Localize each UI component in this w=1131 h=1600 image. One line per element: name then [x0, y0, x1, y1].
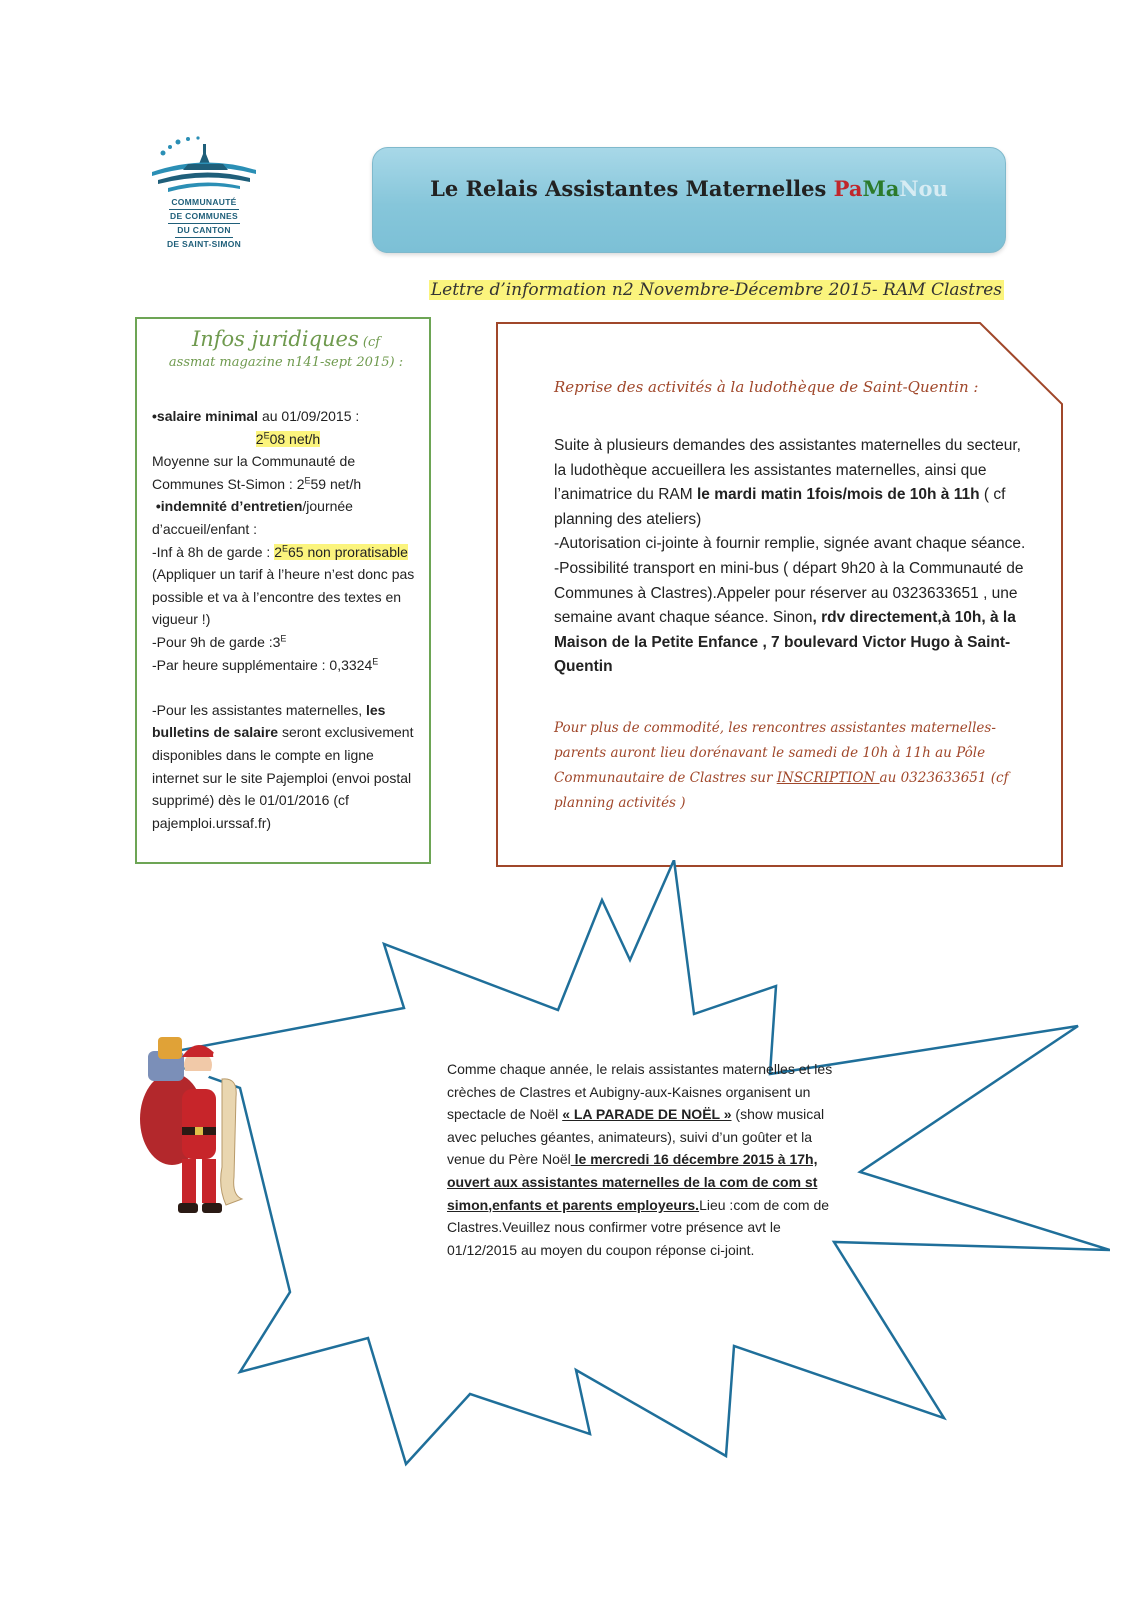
logo-line: DE SAINT-SIMON: [166, 239, 242, 249]
ludo-p1-a: Suite à plusieurs demandes des assistantes maternelles du secteur, la ludothèque accueillera les assistantes maternelles, ainsi que l’animatrice du RAM: [554, 437, 1021, 504]
maintenance-label: •indemnité d’entretien: [155, 498, 303, 515]
christmas-paragraph: [447, 1058, 837, 1261]
nine-hours-line: [152, 631, 424, 654]
average-b: 59 net/h: [310, 475, 362, 492]
salary-value: [152, 428, 424, 451]
maintenance-rest: /journée d’accueil/enfant :: [152, 498, 353, 537]
inf8-line: [152, 541, 424, 631]
legal-heading-ref2: assmat magazine n141-sept 2015) :: [168, 355, 404, 370]
average-line: [152, 450, 424, 495]
title-nou: Nou: [899, 176, 948, 201]
title-pa: Pa: [833, 176, 863, 201]
salary-label: •salaire minimal: [152, 408, 259, 424]
noel-t1: Comme chaque année, le relais assistantes maternelles et les crèches de Clastres et Aubigny-aux-Kaisnes organisent un spectacle de Noël: [447, 1061, 833, 1123]
logo-line: DU CANTON: [175, 224, 233, 238]
average-a: Moyenne sur la Communauté de Communes St-Simon : 2: [152, 453, 356, 492]
title-ma: Ma: [862, 176, 900, 201]
inf8-rest: (Appliquer un tarif à l’heure n’est donc pas possible et va à l’encontre des textes en vigueur !): [152, 566, 415, 628]
ludo-p3-a: -Possibilité transport en mini-bus ( départ 9h20 à la Communauté de Communes à Clastres).Appeler pour réserver au 0323633651 , une semaine avant chaque séance. Sinon: [554, 559, 1024, 627]
noel-date: le mercredi 16 décembre 2015 à 17h, ouvert aux assistantes maternelles de la com de com st simon,enfants et parents employeurs.: [447, 1151, 818, 1213]
community-logo: [148, 136, 260, 252]
logo-line: DE COMMUNES: [168, 210, 240, 224]
extra-hour-sup: E: [372, 655, 379, 666]
extra-hour-line: [152, 654, 424, 677]
payslip-paragraph: [152, 699, 424, 835]
inf8-hl-sup: E: [282, 542, 289, 553]
ludotheque-p3: [554, 557, 1034, 680]
santa-claus-icon: [138, 1027, 256, 1251]
ludotheque-footnote: [554, 716, 1034, 816]
spacer: [152, 676, 424, 699]
inf8-hl-a: 2: [274, 543, 282, 560]
ludo-p1-bold: le mardi matin 1fois/mois de 10h à 11h: [697, 486, 980, 504]
salary-line: [152, 405, 424, 428]
page-title: [373, 176, 1005, 201]
ludo-p3-bold: , rdv directement,à 10h, à la Maison de la Petite Enfance , 7 boulevard Victor Hugo à Saint-Quentin: [554, 609, 1016, 676]
maintenance-line: [152, 495, 424, 540]
legal-heading-ref: (cf: [358, 335, 381, 350]
ludo-p1-rest: ( cf planning des ateliers): [554, 486, 1006, 528]
ludotheque-box: [496, 322, 1084, 868]
ludo-foot-rest: au 0323633651 (cf planning activités ): [554, 770, 1009, 811]
legal-info-body: [152, 405, 424, 834]
noel-t3: Lieu :com de com de Clastres.Veuillez nous confirmer votre présence avt le 01/12/2015 au moyen du coupon réponse ci-joint.: [447, 1196, 830, 1258]
christmas-event-text: [447, 1058, 837, 1261]
payslip-rest: seront exclusivement disponibles dans le compte en ligne internet sur le site Pajemploi (envoi postal supprimé) dès le 01/01/2016 (cf pajemploi.urssaf.fr): [152, 724, 414, 831]
payslip-bold: les bulletins de salaire: [152, 701, 386, 741]
legal-info-heading: [147, 327, 425, 370]
ludotheque-body: [554, 434, 1034, 680]
nine-hours-a: -Pour 9h de garde :3: [152, 633, 281, 650]
legal-heading-main: Infos juridiques: [191, 327, 359, 351]
payslip-a: -Pour les assistantes maternelles,: [152, 701, 366, 718]
salary-date: au 01/09/2015 :: [258, 408, 360, 424]
average-sup: E: [304, 475, 311, 486]
subtitle-text: Lettre d’information n2 Novembre-Décembre 2015- RAM Clastres: [430, 280, 1002, 300]
ludotheque-p1: [554, 434, 1034, 532]
ludotheque-p2: -Autorisation ci-jointe à fournir remplie, signée avant chaque séance.: [554, 535, 1026, 553]
title-main: Le Relais Assistantes Maternelles: [430, 176, 834, 201]
extra-hour-a: -Par heure supplémentaire : 0,3324: [152, 656, 373, 673]
salary-value-a: 2: [255, 430, 264, 447]
logo-text: [148, 196, 260, 251]
inf8-a: -Inf à 8h de garde :: [152, 543, 275, 560]
nine-hours-sup: E: [280, 633, 287, 644]
newsletter-subtitle: [372, 280, 1004, 304]
title-banner: [372, 147, 1006, 253]
ludotheque-heading: Reprise des activités à la ludothèque de Saint-Quentin :: [554, 378, 979, 396]
ludo-foot-a: Pour plus de commodité, les rencontres assistantes maternelles-parents auront lieu dorénavant le samedi de 10h à 11h au Pôle Communautaire de Clastres sur: [554, 720, 996, 786]
legal-info-box: [135, 317, 431, 864]
church-landscape-logo-icon: [148, 136, 260, 196]
inf8-hl-b: 65 non proratisable: [288, 543, 408, 560]
logo-line: COMMUNAUTÉ: [169, 196, 238, 210]
ludo-foot-inscription: INSCRIPTION: [776, 770, 880, 786]
noel-parade: « LA PARADE DE NOËL »: [562, 1106, 732, 1123]
noel-t2: (show musical avec peluches géantes, animateurs), suivi d’un goûter et la venue du Père Noël: [447, 1106, 825, 1168]
salary-value-b: 08 net/h: [269, 430, 321, 447]
salary-value-sup: E: [263, 429, 270, 440]
